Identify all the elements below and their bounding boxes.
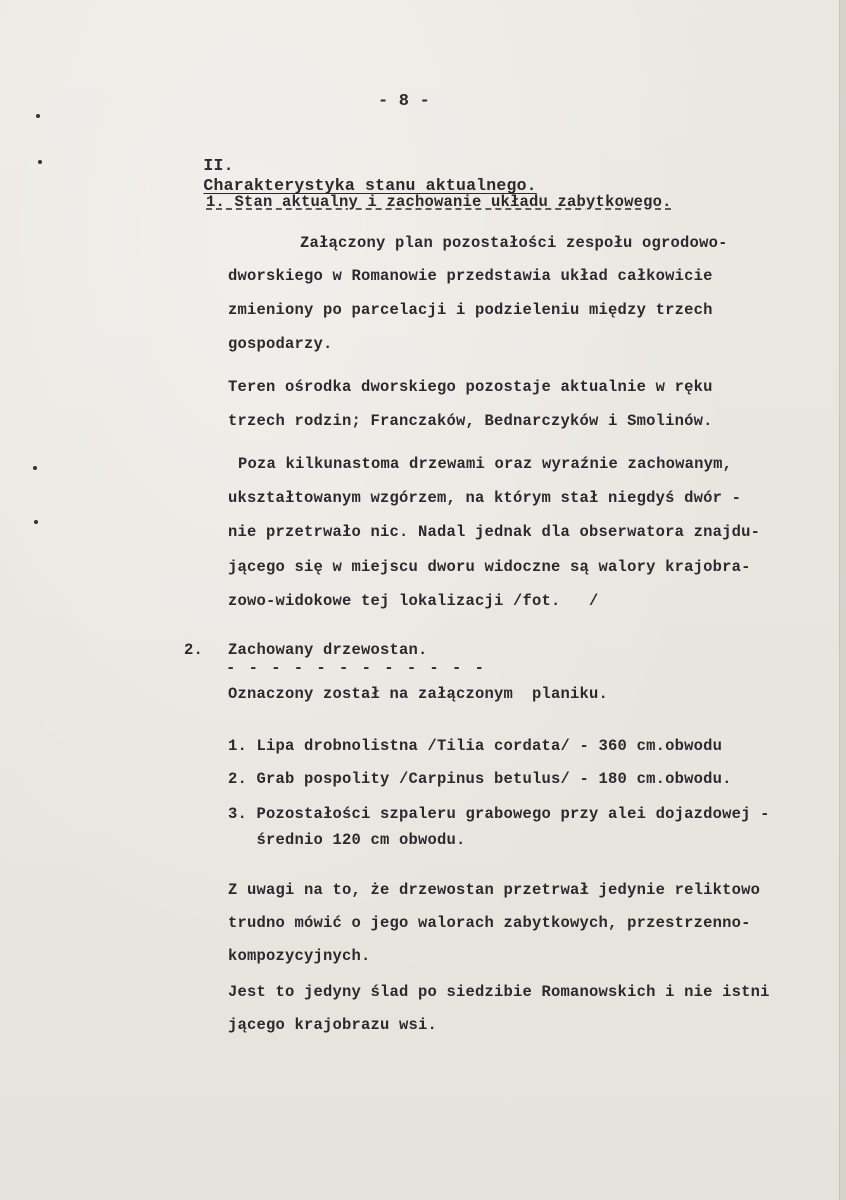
heading-number: II. xyxy=(203,156,234,175)
tree-list-item: średnio 120 cm obwodu. xyxy=(228,831,466,849)
subsection-2-title: Zachowany drzewostan. xyxy=(228,641,428,659)
paragraph-line: nie przetrwało nic. Nadal jednak dla obserwatora znajdu- xyxy=(228,523,761,541)
paragraph-line: jącego krajobrazu wsi. xyxy=(228,1016,438,1034)
paragraph-line: Teren ośrodka dworskiego pozostaje aktualnie w ręku xyxy=(228,378,713,396)
paragraph-line: kompozycyjnych. xyxy=(228,947,371,965)
paragraph-line: Jest to jedyny ślad po siedzibie Romanowskich i nie istni xyxy=(228,983,770,1001)
subsection-1-title: 1. Stan aktualny i zachowanie układu zabytkowego. xyxy=(206,193,672,211)
margin-mark xyxy=(33,466,37,470)
page-number: - 8 - xyxy=(378,92,431,111)
paragraph-line: gospodarzy. xyxy=(228,335,333,353)
paragraph-line: Załączony plan pozostałości zespołu ogrodowo- xyxy=(300,234,728,252)
paragraph-line: zmieniony po parcelacji i podzieleniu między trzech xyxy=(228,301,713,319)
paragraph-line: zowo-widokowe tej lokalizacji /fot. / xyxy=(228,592,599,610)
title-dashes: - - - - - - - - - - - - xyxy=(226,659,486,677)
margin-mark xyxy=(36,114,40,118)
tree-list-item: 1. Lipa drobnolistna /Tilia cordata/ - 360 cm.obwodu xyxy=(228,737,723,755)
page-edge xyxy=(839,0,846,1200)
tree-list-item: 2. Grab pospolity /Carpinus betulus/ - 180 cm.obwodu. xyxy=(228,770,732,788)
heading-title: Charakterystyka stanu aktualnego. xyxy=(203,176,537,195)
margin-mark xyxy=(38,160,42,164)
subsection-2-number: 2. xyxy=(184,641,204,659)
tree-list-item: 3. Pozostałości szpaleru grabowego przy alei dojazdowej - xyxy=(228,805,770,823)
margin-mark xyxy=(34,520,38,524)
paragraph-line: trudno mówić o jego walorach zabytkowych, przestrzenno- xyxy=(228,914,751,932)
paragraph-line: Poza kilkunastoma drzewami oraz wyraźnie zachowanym, xyxy=(238,455,733,473)
paragraph-line: jącego się w miejscu dworu widoczne są walory krajobra- xyxy=(228,558,751,576)
paragraph-line: trzech rodzin; Franczaków, Bednarczyków i Smolinów. xyxy=(228,412,713,430)
subsection-2-subtitle: Oznaczony został na załączonym planiku. xyxy=(228,685,609,703)
paragraph-line: Z uwagi na to, że drzewostan przetrwał jedynie reliktowo xyxy=(228,881,761,899)
paragraph-line: ukształtowanym wzgórzem, na którym stał niegdyś dwór - xyxy=(228,489,742,507)
paragraph-line: dworskiego w Romanowie przedstawia układ całkowicie xyxy=(228,267,713,285)
